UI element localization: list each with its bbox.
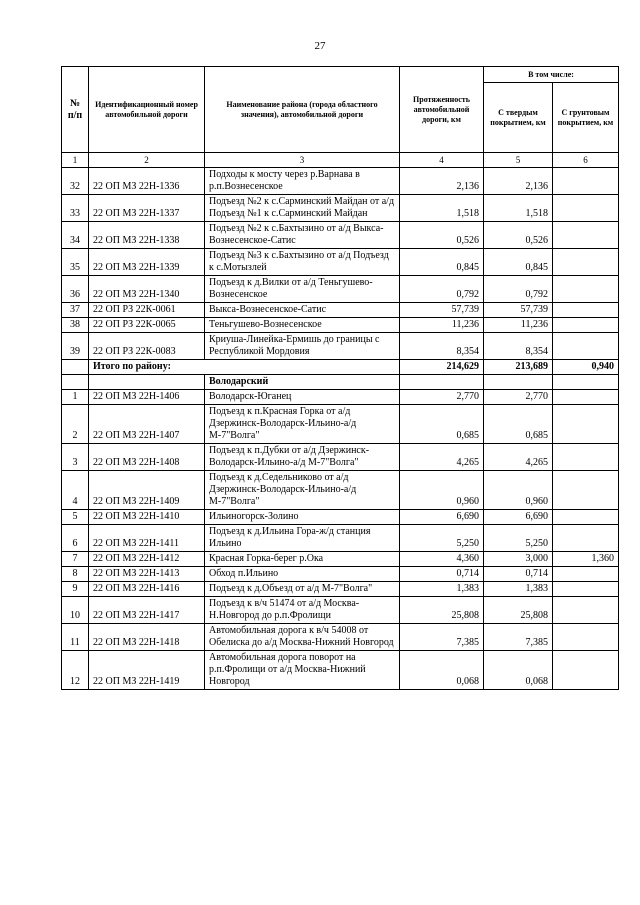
district-section-row [62, 375, 619, 390]
row-number: 4 [62, 471, 89, 510]
road-length: 7,385 [400, 624, 484, 651]
road-length: 0,714 [400, 567, 484, 582]
row-number: 5 [62, 510, 89, 525]
row-number [62, 360, 89, 375]
road-name: Подъезд к д.Объезд от а/д М-7"Волга" [205, 582, 400, 597]
road-length: 5,250 [400, 525, 484, 552]
header-hard-surface: С твердым покрытием, км [484, 83, 553, 153]
table-row [62, 444, 619, 471]
row-number: 39 [62, 333, 89, 360]
header-length: Протяженность автомобильной дороги, км [400, 67, 484, 153]
hard-surface-length: 57,739 [484, 303, 553, 318]
column-number: 6 [553, 153, 619, 168]
row-number: 6 [62, 525, 89, 552]
road-name: Подъезд к п.Красная Горка от а/д Дзержинск-Володарск-Ильино-а/д М-7"Волга" [205, 405, 400, 444]
road-id: 22 ОП МЗ 22Н-1416 [89, 582, 205, 597]
header-road-id: Идентификационный номер автомобильной дороги [89, 67, 205, 153]
soil-surface-length [553, 471, 619, 510]
soil-surface-length [553, 276, 619, 303]
table-row [62, 471, 619, 510]
road-length: 0,960 [400, 471, 484, 510]
road-length: 0,845 [400, 249, 484, 276]
row-number: 37 [62, 303, 89, 318]
hard-surface-length: 0,068 [484, 651, 553, 690]
road-id [89, 375, 205, 390]
table-row [62, 333, 619, 360]
road-name: Подъезд к д.Вилки от а/д Теньгушево-Вознесенское [205, 276, 400, 303]
table-row [62, 597, 619, 624]
road-id: 22 ОП РЗ 22К-0061 [89, 303, 205, 318]
row-number: 3 [62, 444, 89, 471]
road-name: Выкса-Вознесенское-Сатис [205, 303, 400, 318]
soil-surface-length [553, 525, 619, 552]
row-number: 1 [62, 390, 89, 405]
road-id: 22 ОП РЗ 22К-0065 [89, 318, 205, 333]
table-row [62, 405, 619, 444]
hard-surface-length: 0,714 [484, 567, 553, 582]
road-name: Володарск-Юганец [205, 390, 400, 405]
soil-surface-length [553, 168, 619, 195]
road-length: 0,792 [400, 276, 484, 303]
road-id: 22 ОП МЗ 22Н-1413 [89, 567, 205, 582]
road-id: 22 ОП МЗ 22Н-1410 [89, 510, 205, 525]
hard-surface-length: 1,383 [484, 582, 553, 597]
total-hard-surface: 213,689 [484, 360, 553, 375]
hard-surface-length: 0,685 [484, 405, 553, 444]
header-soil-surface: С грунтовым покрытием, км [553, 83, 619, 153]
road-name: Обход п.Ильино [205, 567, 400, 582]
hard-surface-length [484, 375, 553, 390]
road-id: 22 ОП МЗ 22Н-1336 [89, 168, 205, 195]
road-length: 0,526 [400, 222, 484, 249]
hard-surface-length: 25,808 [484, 597, 553, 624]
district-total-row [62, 360, 619, 375]
road-name: Подъезд №3 к с.Бахтызино от а/д Подъезд к с.Мотызлей [205, 249, 400, 276]
district-name: Володарский [205, 375, 400, 390]
column-numbers-row [62, 153, 619, 168]
road-name: Теньгушево-Вознесенское [205, 318, 400, 333]
table-row [62, 390, 619, 405]
hard-surface-length: 3,000 [484, 552, 553, 567]
road-id: 22 ОП МЗ 22Н-1412 [89, 552, 205, 567]
road-length: 6,690 [400, 510, 484, 525]
table-row [62, 567, 619, 582]
soil-surface-length [553, 222, 619, 249]
hard-surface-length: 0,792 [484, 276, 553, 303]
road-id: 22 ОП МЗ 22Н-1407 [89, 405, 205, 444]
road-length: 2,136 [400, 168, 484, 195]
row-number: 33 [62, 195, 89, 222]
column-number: 4 [400, 153, 484, 168]
soil-surface-length [553, 318, 619, 333]
road-length: 2,770 [400, 390, 484, 405]
road-name: Подъезд №2 к с.Сарминский Майдан от а/д Подъезд №1 к с.Сарминский Майдан [205, 195, 400, 222]
roads-table [61, 66, 619, 690]
row-number: 36 [62, 276, 89, 303]
road-name: Ильиногорск-Золино [205, 510, 400, 525]
road-name: Красная Горка-берег р.Ока [205, 552, 400, 567]
row-number: 10 [62, 597, 89, 624]
road-id: 22 ОП МЗ 22Н-1338 [89, 222, 205, 249]
road-name: Автомобильная дорога поворот на р.п.Фролищи от а/д Москва-Нижний Новгород [205, 651, 400, 690]
hard-surface-length: 8,354 [484, 333, 553, 360]
road-id: 22 ОП МЗ 22Н-1340 [89, 276, 205, 303]
hard-surface-length: 1,518 [484, 195, 553, 222]
road-id: 22 ОП МЗ 22Н-1337 [89, 195, 205, 222]
soil-surface-length [553, 444, 619, 471]
column-number: 1 [62, 153, 89, 168]
hard-surface-length: 0,845 [484, 249, 553, 276]
soil-surface-length [553, 651, 619, 690]
road-id: 22 ОП МЗ 22Н-1419 [89, 651, 205, 690]
road-name: Подъезд №2 к с.Бахтызино от а/д Выкса-Вознесенское-Сатис [205, 222, 400, 249]
road-length: 0,068 [400, 651, 484, 690]
road-name: Подъезд к д.Седельниково от а/д Дзержинск-Володарск-Ильино-а/д М-7"Волга" [205, 471, 400, 510]
road-id: 22 ОП МЗ 22Н-1417 [89, 597, 205, 624]
table-row [62, 222, 619, 249]
table-row [62, 168, 619, 195]
row-number [62, 375, 89, 390]
road-length: 57,739 [400, 303, 484, 318]
road-name: Криуша-Линейка-Ермишь до границы с Республикой Мордовия [205, 333, 400, 360]
road-length: 1,518 [400, 195, 484, 222]
table-row [62, 651, 619, 690]
table-row [62, 276, 619, 303]
soil-surface-length [553, 624, 619, 651]
soil-surface-length [553, 567, 619, 582]
soil-surface-length [553, 195, 619, 222]
hard-surface-length: 7,385 [484, 624, 553, 651]
header-number: № п/п [62, 67, 89, 153]
soil-surface-length [553, 597, 619, 624]
road-id: 22 ОП МЗ 22Н-1406 [89, 390, 205, 405]
soil-surface-length [553, 405, 619, 444]
page-number: 27 [314, 40, 326, 52]
soil-surface-length: 1,360 [553, 552, 619, 567]
road-name: Подъезд к д.Ильина Гора-ж/д станция Ильино [205, 525, 400, 552]
road-name: Подходы к мосту через р.Варнава в р.п.Вознесенское [205, 168, 400, 195]
total-length: 214,629 [400, 360, 484, 375]
road-length: 8,354 [400, 333, 484, 360]
row-number: 35 [62, 249, 89, 276]
soil-surface-length [553, 249, 619, 276]
table-row [62, 525, 619, 552]
road-id: 22 ОП РЗ 22К-0083 [89, 333, 205, 360]
road-id: 22 ОП МЗ 22Н-1339 [89, 249, 205, 276]
soil-surface-length [553, 390, 619, 405]
road-length: 4,360 [400, 552, 484, 567]
row-number: 12 [62, 651, 89, 690]
hard-surface-length: 0,960 [484, 471, 553, 510]
soil-surface-length [553, 375, 619, 390]
hard-surface-length: 2,770 [484, 390, 553, 405]
table-row [62, 510, 619, 525]
table-row [62, 582, 619, 597]
soil-surface-length [553, 510, 619, 525]
table-row [62, 249, 619, 276]
header-road-name: Наименование района (города областного значения), автомобильной дороги [205, 67, 400, 153]
road-name: Подъезд к п.Дубки от а/д Дзержинск-Володарск-Ильино-а/д М-7"Волга" [205, 444, 400, 471]
hard-surface-length: 6,690 [484, 510, 553, 525]
table-row [62, 624, 619, 651]
road-name: Подъезд к в/ч 51474 от а/д Москва-Н.Новгород до р.п.Фролищи [205, 597, 400, 624]
row-number: 2 [62, 405, 89, 444]
soil-surface-length [553, 582, 619, 597]
road-length: 0,685 [400, 405, 484, 444]
road-name: Автомобильная дорога к в/ч 54008 от Обелиска до а/д Москва-Нижний Новгород [205, 624, 400, 651]
row-number: 11 [62, 624, 89, 651]
road-length: 25,808 [400, 597, 484, 624]
row-number: 32 [62, 168, 89, 195]
header-including: В том числе: [484, 67, 619, 83]
road-length: 11,236 [400, 318, 484, 333]
road-id: 22 ОП МЗ 22Н-1418 [89, 624, 205, 651]
table-row [62, 303, 619, 318]
hard-surface-length: 4,265 [484, 444, 553, 471]
hard-surface-length: 5,250 [484, 525, 553, 552]
table-row [62, 552, 619, 567]
table-row [62, 318, 619, 333]
column-number: 2 [89, 153, 205, 168]
row-number: 9 [62, 582, 89, 597]
road-id: 22 ОП МЗ 22Н-1408 [89, 444, 205, 471]
road-id: 22 ОП МЗ 22Н-1409 [89, 471, 205, 510]
table-row [62, 195, 619, 222]
column-number: 3 [205, 153, 400, 168]
hard-surface-length: 2,136 [484, 168, 553, 195]
row-number: 34 [62, 222, 89, 249]
road-length [400, 375, 484, 390]
row-number: 8 [62, 567, 89, 582]
road-id: 22 ОП МЗ 22Н-1411 [89, 525, 205, 552]
row-number: 38 [62, 318, 89, 333]
soil-surface-length [553, 303, 619, 318]
row-number: 7 [62, 552, 89, 567]
road-length: 4,265 [400, 444, 484, 471]
hard-surface-length: 11,236 [484, 318, 553, 333]
column-number: 5 [484, 153, 553, 168]
soil-surface-length [553, 333, 619, 360]
hard-surface-length: 0,526 [484, 222, 553, 249]
total-soil-surface: 0,940 [553, 360, 619, 375]
road-length: 1,383 [400, 582, 484, 597]
total-label: Итого по району: [89, 360, 400, 375]
